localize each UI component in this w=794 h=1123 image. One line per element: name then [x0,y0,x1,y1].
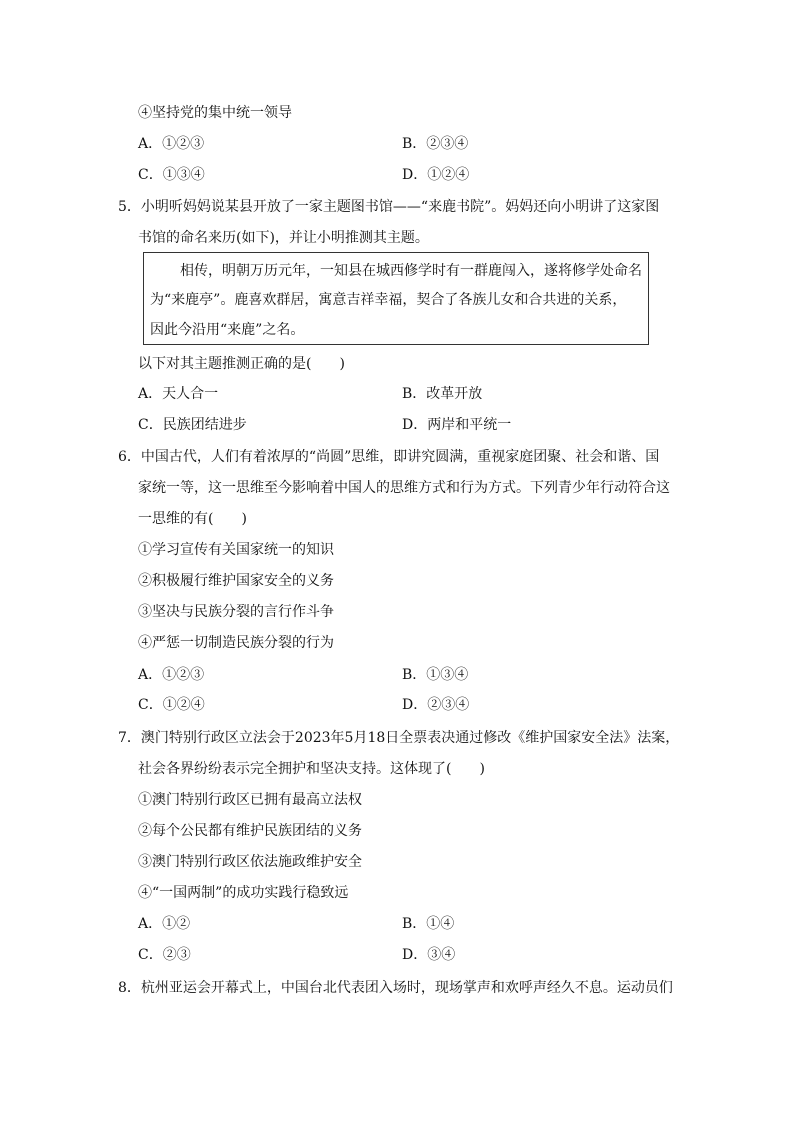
q7-stem-line-1: 7．澳门特别行政区立法会于2023年5月18日全票表决通过修改《维护国家安全法》法案， [118,730,680,746]
q6-stem-line-2: 家统一等，这一思维至今影响着中国人的思维方式和行为方式。下列青少年行动符合这 [138,480,670,496]
q5-option-c: C．民族团结进步 [138,417,247,433]
q6-stem-line-3: 一思维的有( ) [138,511,247,527]
q5-option-d: D．两岸和平统一 [402,417,512,433]
q6-item-3: ③坚决与民族分裂的言行作斗争 [138,604,334,620]
q5-quote-line-2: 为“来鹿亭”。鹿喜欢群居，寓意吉祥幸福，契合了各族儿女和合共进的关系， [150,292,627,308]
q6-option-a: A．①②③ [138,667,205,683]
q7-item-3: ③澳门特别行政区依法施政维护安全 [138,854,362,870]
q7-option-b: B．①④ [402,916,455,932]
q7-stem-line-2: 社会各界纷纷表示完全拥护和坚决支持。这体现了( ) [138,761,485,777]
q5-stem-line-2: 书馆的命名来历(如下)，并让小明推测其主题。 [138,230,429,246]
q6-item-2: ②积极履行维护国家安全的义务 [138,573,334,589]
q8-stem-line-1: 8．杭州亚运会开幕式上，中国台北代表团入场时，现场掌声和欢呼声经久不息。运动员们 [118,980,673,996]
q7-item-4: ④“一国两制”的成功实践行稳致远 [138,885,349,901]
q6-item-1: ①学习宣传有关国家统一的知识 [138,542,334,558]
q6-option-b: B．①③④ [402,667,469,683]
q4-item-4: ④坚持党的集中统一领导 [138,105,292,121]
q5-option-b: B．改革开放 [402,386,483,402]
q5-quote-box [143,252,649,345]
q6-option-d: D．②③④ [402,697,470,713]
q6-item-4: ④严惩一切制造民族分裂的行为 [138,635,334,651]
q4-option-d: D．①②④ [402,167,470,183]
q4-option-c: C．①③④ [138,167,205,183]
q4-option-a: A．①②③ [138,136,205,152]
q6-option-c: C．①②④ [138,697,205,713]
q6-stem-line-1: 6．中国古代，人们有着浓厚的“尚圆”思维，即讲究圆满，重视家庭团聚、社会和谐、国 [118,449,660,465]
q7-option-d: D．③④ [402,947,456,963]
q5-quote-line-1: 相传，明朝万历元年，一知县在城西修学时有一群鹿闯入，遂将修学处命名 [180,263,642,279]
q5-quote-line-3: 因此今沿用“来鹿”之名。 [150,322,305,338]
q7-option-a: A．①② [138,916,191,932]
q7-item-1: ①澳门特别行政区已拥有最高立法权 [138,792,362,808]
q7-option-c: C．②③ [138,947,191,963]
q4-option-b: B．②③④ [402,136,469,152]
q5-stem-line-1: 5．小明听妈妈说某县开放了一家主题图书馆——“来鹿书院”。妈妈还向小明讲了这家图 [118,199,660,215]
q5-option-a: A．天人合一 [138,386,219,402]
q5-question: 以下对其主题推测正确的是( ) [138,356,345,372]
q7-item-2: ②每个公民都有维护民族团结的义务 [138,823,362,839]
